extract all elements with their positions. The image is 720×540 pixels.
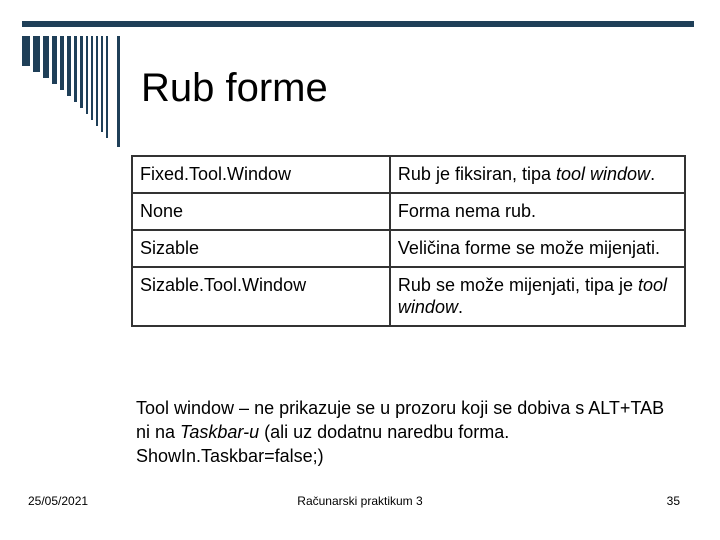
border-style-table [131,155,686,327]
top-rule [22,21,694,27]
border-style-name: None [132,193,390,230]
table-row [132,193,685,230]
border-style-description: Rub je fiksiran, tipa tool window. [390,156,685,193]
footer-course-title: Računarski praktikum 3 [297,494,423,508]
border-style-name: Sizable.Tool.Window [132,267,390,326]
slide-title: Rub forme [141,66,328,110]
table-row [132,230,685,267]
decorative-bars [22,36,122,147]
tool-window-note: Tool window – ne prikazuje se u prozoru koji se dobiva s ALT+TAB ni na Taskbar-u (ali uz dodatnu naredbu forma. ShowIn.Taskbar=false;) [136,398,665,466]
border-style-description: Rub se može mijenjati, tipa je tool window. [390,267,685,326]
table-row [132,156,685,193]
footer-page-number: 35 [666,494,680,508]
border-style-name: Sizable [132,230,390,267]
decorative-vertical-line [117,36,120,147]
border-style-name: Fixed.Tool.Window [132,156,390,193]
border-style-description: Veličina forme se može mijenjati. [390,230,685,267]
border-style-description: Forma nema rub. [390,193,685,230]
footer-date: 25/05/2021 [28,494,89,508]
table-row [132,267,685,326]
